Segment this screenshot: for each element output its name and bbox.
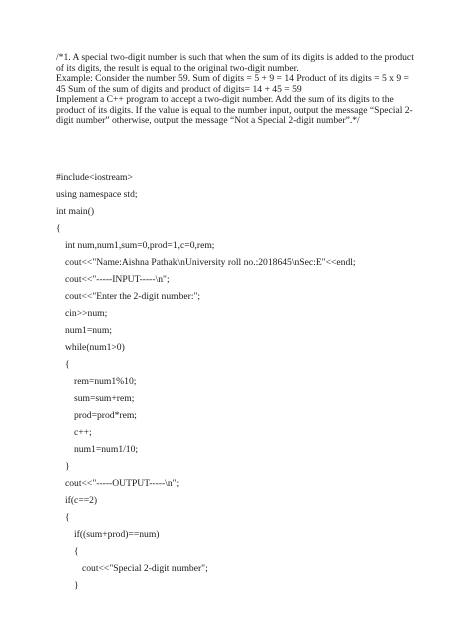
code-line: c++; — [74, 427, 92, 438]
code-line: cout<<"Name:Aishna Pathak\nUniversity roll no.:2018645\nSec:E"<<endl; — [65, 257, 356, 268]
code-line: #include<iostream> — [56, 172, 133, 183]
code-line: } — [65, 461, 70, 472]
code-line: { — [65, 359, 70, 370]
statement-line: of its digits, the result is equal to the original two-digit number. — [56, 62, 299, 74]
code-line: int main() — [56, 206, 95, 217]
code-line — [56, 152, 356, 169]
statement-line: product of its digits. If the value is equal to the number input, output the message “Special 2- — [56, 104, 413, 116]
code-line: { — [74, 546, 79, 557]
statement-line: 45 Sum of the sum of digits and product of digits= 14 + 45 = 59 — [56, 83, 302, 95]
code-listing — [56, 152, 356, 594]
code-line: int num,num1,sum=0,prod=1,c=0,rem; — [65, 240, 215, 251]
code-line: if(c==2) — [65, 495, 98, 506]
code-line: } — [74, 580, 79, 591]
problem-statement — [56, 53, 436, 127]
code-line: { — [65, 512, 70, 523]
statement-line: /*1. A special two-digit number is such that when the sum of its digits is added to the product — [56, 52, 414, 63]
code-line: cout<<"Enter the 2-digit number:"; — [65, 291, 201, 302]
code-line: using namespace std; — [56, 189, 138, 200]
code-line: cout<<"Special 2-digit number"; — [82, 563, 208, 574]
code-line: sum=sum+rem; — [74, 393, 135, 404]
statement-line: digit number” otherwise, output the message “Not a Special 2-digit number”.*/ — [56, 115, 360, 126]
code-line: prod=prod*rem; — [74, 410, 137, 421]
code-line: cout<<"-----OUTPUT-----\n"; — [65, 478, 180, 489]
code-line: { — [56, 223, 61, 234]
statement-line: Implement a C++ program to accept a two-digit number. Add the sum of its digits to the — [56, 94, 394, 105]
code-line: while(num1>0) — [65, 342, 125, 353]
code-line: num1=num; — [65, 325, 112, 336]
code-line: rem=num1%10; — [74, 376, 137, 387]
code-line: cin>>num; — [65, 308, 108, 319]
code-line: cout<<"-----INPUT-----\n"; — [65, 274, 170, 285]
code-line: if((sum+prod)==num) — [74, 529, 160, 540]
statement-line: Example: Consider the number 59. Sum of digits = 5 + 9 = 14 Product of its digits = 5 x 9 = — [56, 73, 409, 84]
code-line: num1=num1/10; — [74, 444, 139, 455]
